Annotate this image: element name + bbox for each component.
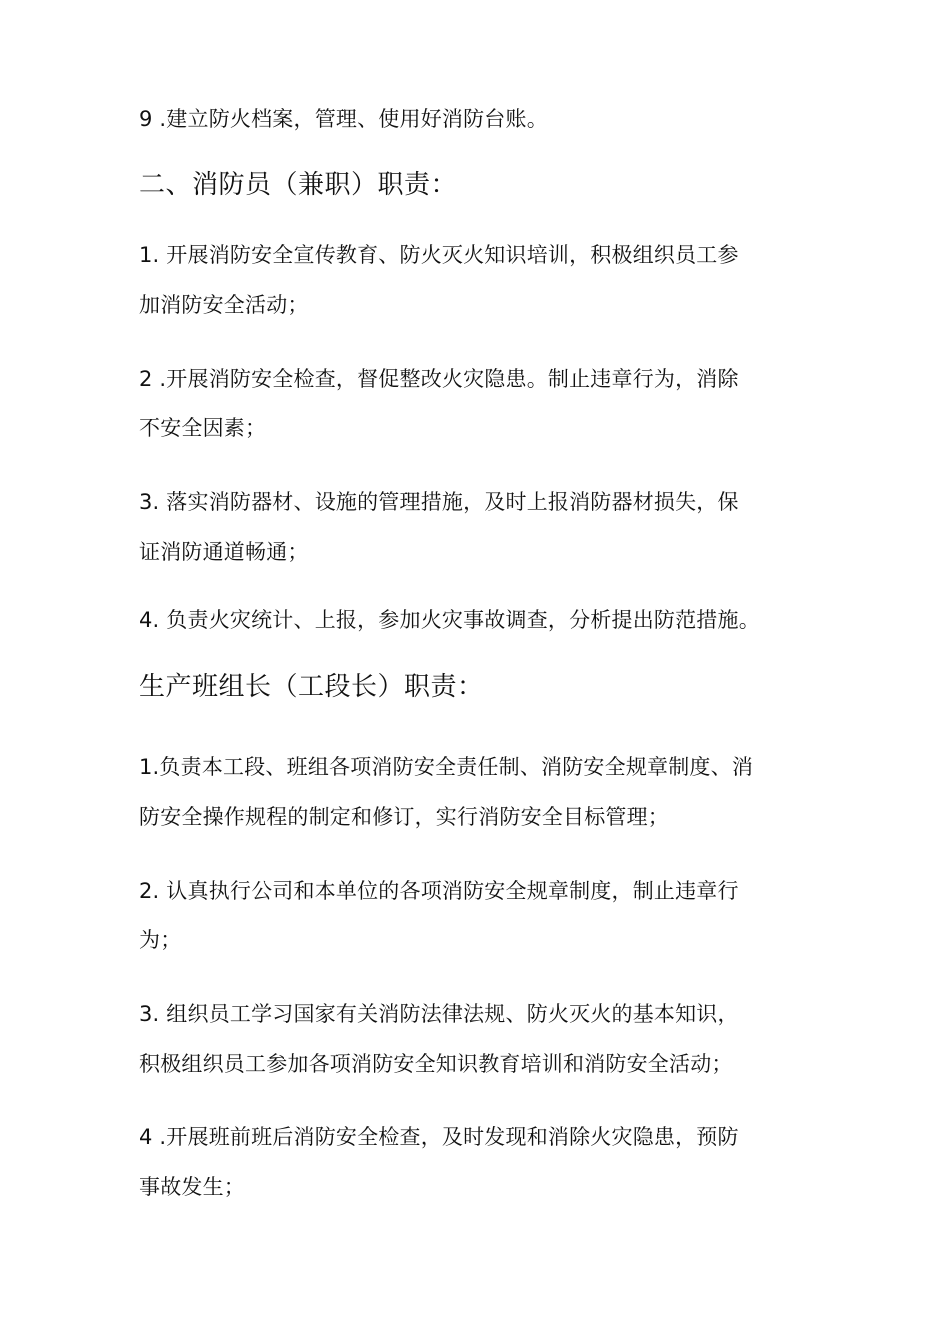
- leader-item-3-line-2: 积极组织员工参加各项消防安全知识教育培训和消防安全活动；: [139, 1052, 733, 1076]
- section-heading-fireman: 二、消防员（兼职）职责：: [139, 170, 458, 200]
- fireman-item-3-line-2: 证消防通道畅通；: [139, 540, 309, 564]
- leader-item-4-line-1: 4 .开展班前班后消防安全检查，及时发现和消除火灾隐患，预防: [139, 1125, 739, 1149]
- fireman-item-1-line-1: 1. 开展消防安全宣传教育、防火灭火知识培训，积极组织员工参: [139, 243, 739, 267]
- fireman-item-3-line-1: 3. 落实消防器材、设施的管理措施，及时上报消防器材损失，保: [139, 490, 739, 514]
- leader-item-2-line-1: 2. 认真执行公司和本单位的各项消防安全规章制度，制止违章行: [139, 879, 739, 903]
- section-heading-team-leader: 生产班组长（工段长）职责：: [139, 672, 484, 702]
- item-9-archive: 9 .建立防火档案，管理、使用好消防台账。: [139, 107, 548, 131]
- leader-item-3-line-1: 3. 组织员工学习国家有关消防法律法规、防火灭火的基本知识，: [139, 1002, 739, 1026]
- leader-item-2-line-2: 为；: [139, 928, 182, 952]
- fireman-item-2-line-1: 2 .开展消防安全检查，督促整改火灾隐患。制止违章行为，消除: [139, 367, 739, 391]
- leader-item-1-line-1: 1.负责本工段、班组各项消防安全责任制、消防安全规章制度、消: [139, 755, 754, 779]
- leader-item-4-line-2: 事故发生；: [139, 1175, 245, 1199]
- fireman-item-1-line-2: 加消防安全活动；: [139, 293, 309, 317]
- fireman-item-4: 4. 负责火灾统计、上报，参加火灾事故调查，分析提出防范措施。: [139, 608, 760, 632]
- leader-item-1-line-2: 防安全操作规程的制定和修订，实行消防安全目标管理；: [139, 805, 669, 829]
- fireman-item-2-line-2: 不安全因素；: [139, 416, 267, 440]
